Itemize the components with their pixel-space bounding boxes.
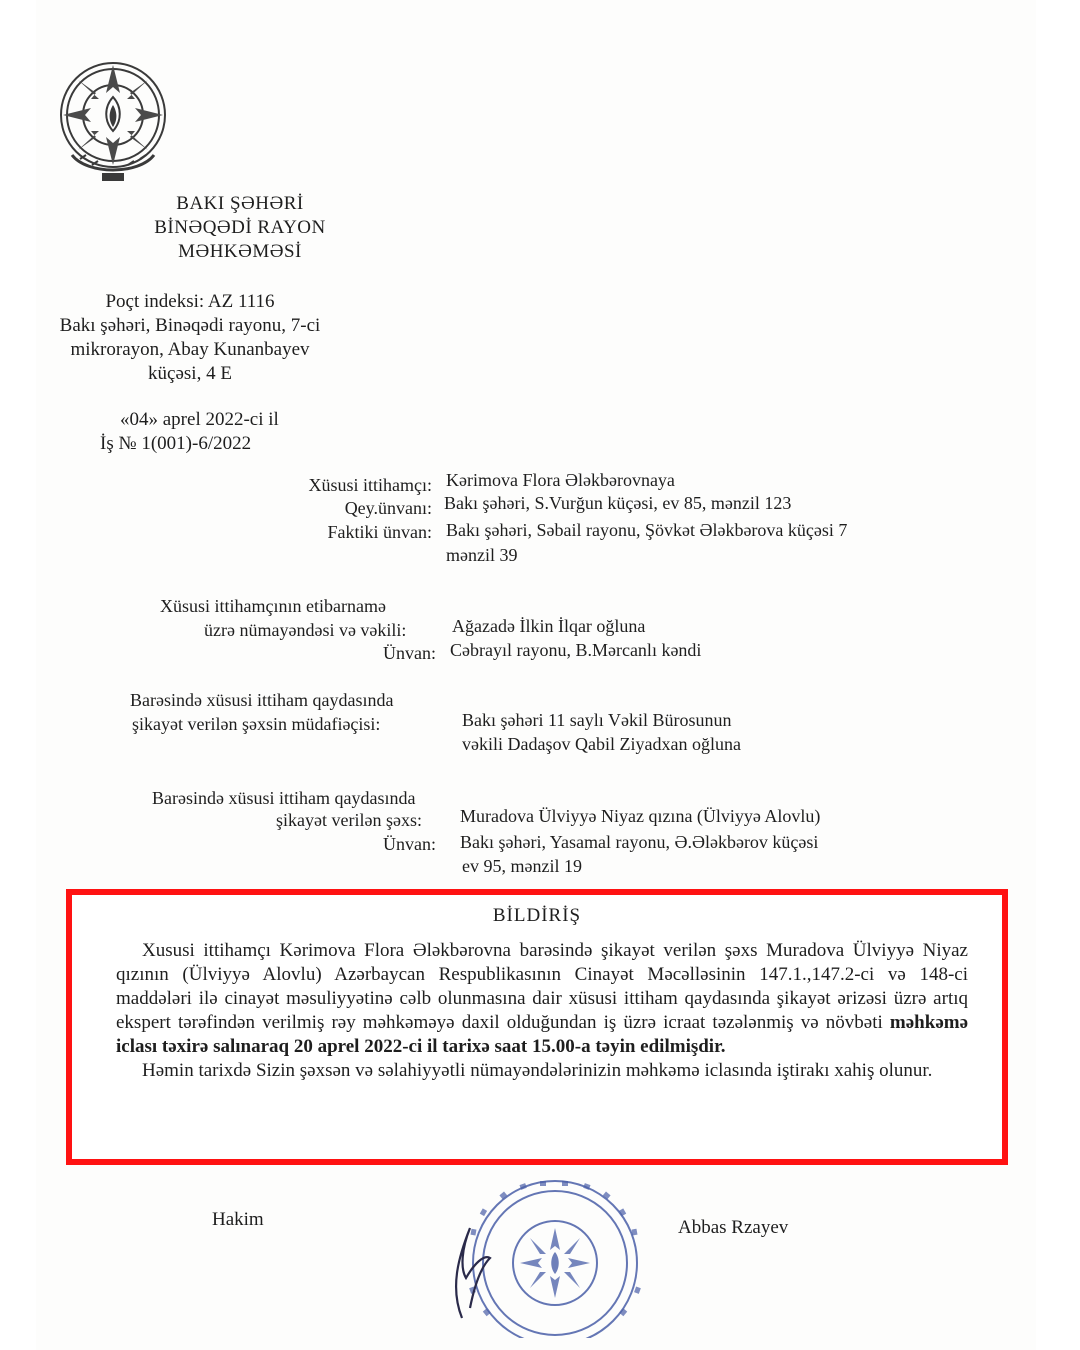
accuser-label: Xüsusi ittihamçı: [308, 475, 432, 495]
defender-label-line2: şikayət verilən şəxsin müdafiəçisi: [132, 714, 381, 734]
notice-hearing-date: məhkəmə iclası təxirə salınaraq 20 aprel 2022-ci il tarixə saat 15.00-a təyin edilmişdir. [116, 1012, 969, 1057]
notice-paragraph-1-text: Xususi ittihamçı Kərimova Flora Ələkbərovna barəsində şikayət verilən şəxs Muradova Ülviyyə Niyaz qızının (Ülviyyə Alovlu) Azərbaycan Respublikasının Cinayət Məcəlləsinin 147.1.,147.2-ci və 148-ci maddələri ilə cinayət məsuliyyətinə cəlb olunmasına dair xüsusi ittiham qaydasında şikayət ərizəsi üzrə artıq ekspert tərəfindən verilmiş rəy məhkəməyə daxil olduğundan iş üzrə icraat təzələnmiş və növbəti [116, 940, 968, 1033]
actual-address-label: Faktiki ünvan: [327, 522, 432, 542]
notice-highlight-box [66, 889, 1008, 1165]
reg-address: Bakı şəhəri, S.Vurğun küçəsi, ev 85, mənzil 123 [444, 493, 792, 513]
notice-paragraph-1 [116, 939, 968, 1059]
defender-label-line1: Barəsində xüsusi ittiham qaydasında [130, 690, 394, 710]
state-emblem-icon [52, 55, 174, 190]
accused-address-line2: ev 95, mənzil 19 [462, 856, 582, 876]
representative-address-label: Ünvan: [383, 643, 436, 663]
representative-label-line2: üzrə nümayəndəsi və vəkili: [204, 620, 407, 640]
accused-label-line2: şikayət verilən şəxs: [276, 810, 422, 830]
accused-label-line1: Barəsində xüsusi ittiham qaydasında [152, 788, 416, 808]
court-name [80, 192, 400, 264]
actual-address-line2: mənzil 39 [446, 545, 518, 565]
judge-role: Hakim [212, 1209, 264, 1230]
notice-paragraph-2: Həmin tarixdə Sizin şəxsən və səlahiyyətli nümayəndələrinizin məhkəmə iclasında iştirakı xahiş olunur. [142, 1060, 933, 1081]
judge-name: Abbas Rzayev [678, 1217, 789, 1238]
actual-address-line1: Bakı şəhəri, Səbail rayonu, Şövkət Ələkbərova küçəsi 7 [446, 520, 848, 540]
notice-title: BİLDİRİŞ [492, 905, 582, 926]
reg-address-label: Qey.ünvanı: [344, 498, 432, 518]
court-line-3: MƏHKƏMƏSİ [178, 241, 302, 262]
representative-name: Ağazadə İlkin İlqar oğluna [452, 616, 646, 636]
accuser-name: Kərimova Flora Ələkbərovnaya [446, 470, 675, 490]
court-seal-icon [440, 1168, 670, 1338]
defender-value-line1: Bakı şəhəri 11 saylı Vəkil Bürosunun [462, 710, 732, 730]
representative-address: Cəbrayıl rayonu, B.Mərcanlı kəndi [450, 640, 702, 660]
address-line-3: mikrorayon, Abay Kunanbayev [70, 339, 310, 360]
representative-label-line1: Xüsusi ittihamçının etibarnamə [160, 596, 386, 616]
accused-address-line1: Bakı şəhəri, Yasamal rayonu, Ə.Ələkbərov küçəsi [460, 832, 819, 852]
defender-value-line2: vəkili Dadaşov Qabil Ziyadxan oğluna [462, 734, 741, 754]
date-and-case [100, 408, 279, 456]
address-line-1: Poçt indeksi: AZ 1116 [105, 291, 275, 312]
address-line-2: Bakı şəhəri, Binəqədi rayonu, 7-ci [59, 315, 321, 336]
document-date: «04» aprel 2022-ci il [120, 409, 279, 430]
court-line-1: BAKI ŞƏHƏRİ [176, 193, 304, 214]
court-line-2: BİNƏQƏDİ RAYON [154, 217, 326, 238]
notice-body [116, 939, 968, 1083]
case-number: İş № 1(001)-6/2022 [100, 433, 252, 454]
court-address [40, 290, 340, 386]
address-line-4: küçəsi, 4 E [148, 363, 232, 384]
accused-address-label: Ünvan: [383, 834, 436, 854]
accused-name: Muradova Ülviyyə Niyaz qızına (Ülviyyə Alovlu) [460, 806, 821, 826]
